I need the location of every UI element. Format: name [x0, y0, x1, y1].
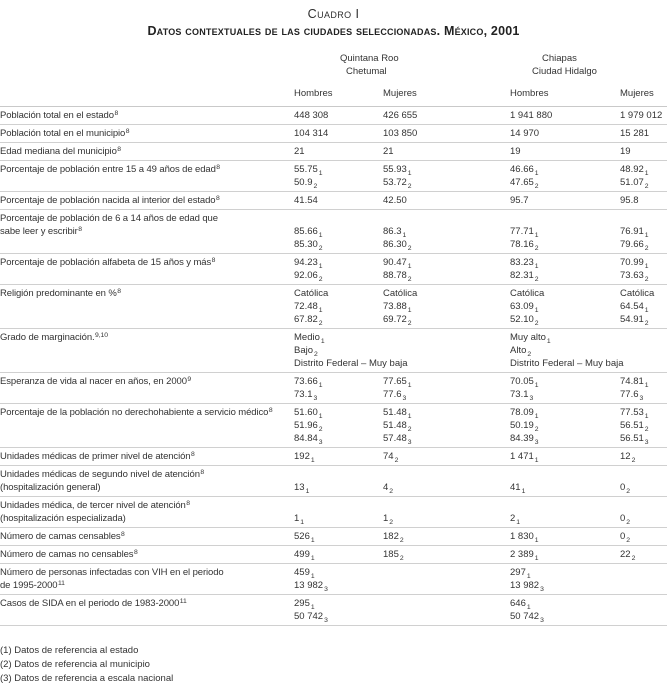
table-cell: $70.05_1$ $73.1_3$ — [510, 373, 620, 404]
table-cell: $55.75_1$ $50.9_2$ — [294, 161, 383, 192]
table-cell: $77.53_1$ $56.51_2$ $56.51_3$ — [620, 404, 667, 448]
table-cell: $94.23_1$ $92.06_2$ — [294, 254, 383, 285]
table-cell: $4_2$ — [383, 466, 510, 497]
col-header-mujeres-1: Mujeres — [383, 78, 510, 107]
table-cell: 21 — [294, 143, 383, 161]
city-header-row — [0, 65, 667, 78]
table-cell: $70.99_1$ $73.63_2$ — [620, 254, 667, 285]
table-cell: $77.71_1$ $78.16_2$ — [510, 210, 620, 254]
table-cell: Católica $63.09_1$ $52.10_2$ — [510, 285, 620, 329]
table-cell: 426 655 — [383, 107, 510, 125]
table-cell: 448 308 — [294, 107, 383, 125]
table-cell: 1 $830_1$ — [510, 528, 620, 546]
table-row — [0, 107, 667, 125]
row-label: Número de personas infectadas con VIH en el periodo de 1995-2000$^{11}$ — [0, 564, 294, 595]
table-cell: $51.60_1$ $51.96_2$ $84.84_3$ — [294, 404, 383, 448]
table-cell: 42.50 — [383, 192, 510, 210]
table-subtitle: Datos contextuales de las ciudades seleccionadas. México, 2001 — [147, 24, 520, 38]
table-row — [0, 329, 667, 373]
table-cell: $1_1$ — [294, 497, 383, 528]
table-cell: $76.91_1$ $79.66_2$ — [620, 210, 667, 254]
table-cell: 104 314 — [294, 125, 383, 143]
table-cell: 2 $389_1$ — [510, 546, 620, 564]
table-row — [0, 528, 667, 546]
table-header — [0, 52, 667, 107]
table-cell: 95.7 — [510, 192, 620, 210]
row-label: Unidades médicas de primer nivel de atención$^8$ — [0, 448, 294, 466]
row-label: Porcentaje de población alfabeta de 15 años y más$^8$ — [0, 254, 294, 285]
table-cell: Católica $64.54_1$ $54.91_2$ — [620, 285, 667, 329]
col-group-chiapas: Chiapas — [542, 53, 577, 64]
table-cell: 41.54 — [294, 192, 383, 210]
data-table — [0, 52, 667, 626]
table-row — [0, 143, 667, 161]
table-cell: $1_2$ — [383, 497, 510, 528]
row-label: Unidades médica, de tercer nivel de atención$^8$ (hospitalización especializada) — [0, 497, 294, 528]
col-city-ciudad-hidalgo: Ciudad Hidalgo — [532, 66, 597, 77]
table-cell: 19 — [510, 143, 620, 161]
table-cell: $77.65_1$ $77.6_3$ — [383, 373, 510, 404]
region-header-row — [0, 52, 667, 65]
footnotes — [0, 644, 667, 686]
table-cell: 15 281 — [620, 125, 667, 143]
row-label: Población total en el estado$^8$ — [0, 107, 294, 125]
row-label: Porcentaje de población nacida al interior del estado$^8$ — [0, 192, 294, 210]
table-cell: $90.47_1$ $88.78_2$ — [383, 254, 510, 285]
table-cell: 95.8 — [620, 192, 667, 210]
table-cell: $51.48_1$ $51.48_2$ $57.48_3$ — [383, 404, 510, 448]
table-cell: 21 — [383, 143, 510, 161]
col-city-chetumal: Chetumal — [346, 66, 387, 77]
table-cell: $22_2$ — [620, 546, 667, 564]
footnote-1: (1) Datos de referencia al estado — [0, 645, 139, 656]
col-header-hombres-2: Hombres — [510, 78, 620, 107]
footnote-2: (2) Datos de referencia al municipio — [0, 659, 150, 670]
table-cell: $297_1$ 13 $982_3$ — [510, 564, 620, 595]
table-cell: $13_1$ — [294, 466, 383, 497]
sex-header-row — [0, 78, 667, 107]
table-cell — [383, 595, 510, 626]
table-row — [0, 448, 667, 466]
table-row — [0, 285, 667, 329]
table-row — [0, 125, 667, 143]
table-cell: $74_2$ — [383, 448, 510, 466]
table-cell: $526_1$ — [294, 528, 383, 546]
table-cell — [620, 595, 667, 626]
table-cell — [383, 564, 510, 595]
table-cell: $85.66_1$ $85.30_2$ — [294, 210, 383, 254]
table-cell: Católica $72.48_1$ $67.82_2$ — [294, 285, 383, 329]
table-title: Cuadro I — [307, 7, 360, 21]
table-cell: 14 970 — [510, 125, 620, 143]
header-corner — [0, 78, 294, 107]
col-group-quintana-roo: Quintana Roo — [340, 53, 399, 64]
table-row — [0, 564, 667, 595]
row-label: Religión predominante en %$^8$ — [0, 285, 294, 329]
row-label: Porcentaje de población entre 15 a 49 años de edad$^8$ — [0, 161, 294, 192]
row-label: Porcentaje de población de 6 a 14 años de edad que sabe leer y escribir$^8$ — [0, 210, 294, 254]
table-cell: 1 $471_1$ — [510, 448, 620, 466]
table-cell: $73.66_1$ $73.1_3$ — [294, 373, 383, 404]
table-cell: 103 850 — [383, 125, 510, 143]
table-row — [0, 192, 667, 210]
table-row — [0, 497, 667, 528]
table-cell: Medio$_1$ Bajo$_2$ Distrito Federal – Muy baja — [294, 329, 383, 373]
table-row — [0, 546, 667, 564]
row-label: Edad mediana del municipio$^8$ — [0, 143, 294, 161]
table-cell: $48.92_1$ $51.07_2$ — [620, 161, 667, 192]
header-corner — [0, 52, 294, 65]
row-label: Casos de SIDA en el periodo de 1983-2000$^{11}$ — [0, 595, 294, 626]
table-cell: $74.81_1$ $77.6_3$ — [620, 373, 667, 404]
table-row — [0, 254, 667, 285]
header-corner — [0, 65, 294, 78]
table-cell: $83.23_1$ $82.31_2$ — [510, 254, 620, 285]
table-cell: Muy alto$_1$ Alto$_2$ Distrito Federal – Muy baja — [510, 329, 620, 373]
table-cell: $78.09_1$ $50.19_2$ $84.39_3$ — [510, 404, 620, 448]
table-row — [0, 404, 667, 448]
table-cell: $295_1$ 50 $742_3$ — [294, 595, 383, 626]
table-cell: $0_2$ — [620, 528, 667, 546]
row-label: Número de camas censables$^8$ — [0, 528, 294, 546]
row-label: Unidades médicas de segundo nivel de atención$^8$ (hospitalización general) — [0, 466, 294, 497]
table-cell: $185_2$ — [383, 546, 510, 564]
col-header-mujeres-2: Mujeres — [620, 78, 667, 107]
table-cell: $459_1$ 13 $982_3$ — [294, 564, 383, 595]
table-cell: 1 979 012 — [620, 107, 667, 125]
table-cell: $646_1$ 50 $742_3$ — [510, 595, 620, 626]
table-row — [0, 466, 667, 497]
table-cell: $41_1$ — [510, 466, 620, 497]
table-cell: $0_2$ — [620, 497, 667, 528]
table-cell — [620, 329, 667, 373]
table-cell: 19 — [620, 143, 667, 161]
table-cell: $2_1$ — [510, 497, 620, 528]
table-cell: $499_1$ — [294, 546, 383, 564]
row-label: Grado de marginación.$^{9,10}$ — [0, 329, 294, 373]
row-label: Porcentaje de la población no derechohabiente a servicio médico$^8$ — [0, 404, 294, 448]
footnote-3: (3) Datos de referencia a escala nacional — [0, 673, 174, 684]
table-cell: 1 941 880 — [510, 107, 620, 125]
table-row — [0, 373, 667, 404]
table-cell: $182_2$ — [383, 528, 510, 546]
table-cell: $192_1$ — [294, 448, 383, 466]
table-cell: $86.3_1$ $86.30_2$ — [383, 210, 510, 254]
table-cell: $55.93_1$ $53.72_2$ — [383, 161, 510, 192]
table-row — [0, 210, 667, 254]
table-cell: Católica $73.88_1$ $69.72_2$ — [383, 285, 510, 329]
table-row — [0, 595, 667, 626]
table-cell — [620, 564, 667, 595]
table-row — [0, 161, 667, 192]
table-cell: $46.66_1$ $47.65_2$ — [510, 161, 620, 192]
row-label: Número de camas no censables$^8$ — [0, 546, 294, 564]
table-cell: $12_2$ — [620, 448, 667, 466]
row-label: Esperanza de vida al nacer en años, en 2000$^9$ — [0, 373, 294, 404]
table-body — [0, 107, 667, 626]
table-cell: $0_2$ — [620, 466, 667, 497]
row-label: Población total en el municipio$^8$ — [0, 125, 294, 143]
col-header-hombres-1: Hombres — [294, 78, 383, 107]
